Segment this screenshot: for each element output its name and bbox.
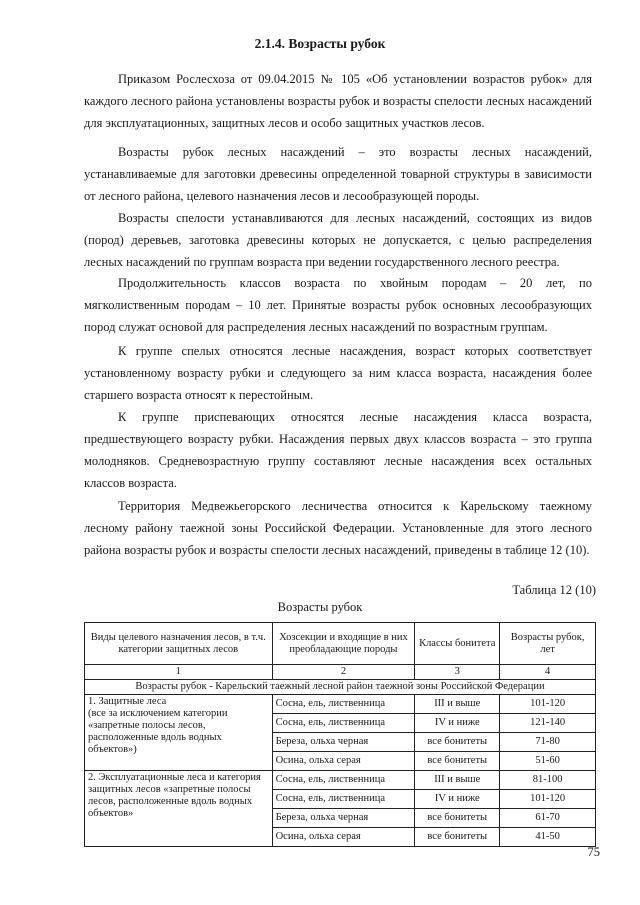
- purpose-cell: 2. Эксплуатационные леса и категория защитных лесов «запретные полосы лесов, расположенные вдоль водных объектов»: [85, 771, 273, 847]
- paragraph-text: К группе приспевающих относятся лесные насаждения класса возраста, предшествующего возрасту рубки. Насаждения первых двух классов возраста – это группа молодняков. Средневозрастную группу составляют лесные насаждения всех остальных классов возраста.: [84, 410, 592, 490]
- paragraph-text: К группе спелых относятся лесные насаждения, возраст которых соответствует установленному возрасту рубки и следующего за ним класса возраста, насаждения более старшего возраста относят к перестойным.: [84, 344, 592, 402]
- species-cell: Осина, ольха серая: [272, 828, 415, 847]
- paragraph: [84, 272, 592, 338]
- region-cell: Возрасты рубок - Карельский таежный лесной район таежной зоны Российской Федерации: [85, 680, 596, 695]
- age-cell: 121-140: [500, 714, 596, 733]
- age-cell: 41-50: [500, 828, 596, 847]
- table-title: Возрасты рубок: [277, 600, 363, 614]
- bonitet-cell: все бонитеты: [415, 809, 500, 828]
- bonitet-cell: IV и ниже: [415, 790, 500, 809]
- paragraph-text: Приказом Рослесхоза от 09.04.2015 № 105 «Об установлении возрастов рубок» для каждого лесного района установлены возрасты рубок и возрасты спелости лесных насаждений для эксплуатационных, защитных лесов и особо защитных участков лесов.: [84, 72, 592, 130]
- species-cell: Осина, ольха серая: [272, 752, 415, 771]
- region-row: [85, 680, 596, 695]
- bonitet-cell: IV и ниже: [415, 714, 500, 733]
- column-number: 4: [500, 665, 596, 680]
- header-cell: Возрасты рубок, лет: [500, 623, 596, 665]
- paragraph-text: Возрасты рубок лесных насаждений – это возрасты лесных насаждений, устанавливаемые для заготовки древесины определенной товарной структуры в зависимости от лесного района, целевого назначения лесов и лесообразующей породы.: [84, 145, 592, 203]
- age-cell: 101-120: [500, 695, 596, 714]
- table-row: [85, 695, 596, 714]
- species-cell: Сосна, ель, лиственница: [272, 790, 415, 809]
- bonitet-cell: III и выше: [415, 771, 500, 790]
- age-cell: 71-80: [500, 733, 596, 752]
- species-cell: Береза, ольха черная: [272, 733, 415, 752]
- table-header-row: [85, 623, 596, 665]
- age-cell: 81-100: [500, 771, 596, 790]
- ages-table: [84, 622, 596, 847]
- paragraph-text: Возрасты спелости устанавливаются для лесных насаждений, состоящих из видов (пород) деревьев, заготовка древесины которых не допускается, с целью распределения лесных насаждений по группам возраста при ведении государственного лесного реестра.: [84, 211, 592, 269]
- header-cell: Хозсекции и входящие в них преобладающие породы: [272, 623, 415, 665]
- page-number: 75: [587, 845, 600, 859]
- paragraph-text: Продолжительность классов возраста по хвойным породам – 20 лет, по мягколиственным породам – 10 лет. Принятые возрасты рубок основных лесообразующих пород служат основой для распределения лесных насаждений по возрастным группам.: [84, 276, 592, 334]
- bonitet-cell: все бонитеты: [415, 733, 500, 752]
- paragraph: [84, 68, 592, 134]
- species-cell: Сосна, ель, лиственница: [272, 714, 415, 733]
- section-heading: 2.1.4. Возрасты рубок: [254, 36, 386, 51]
- column-number: 1: [85, 665, 273, 680]
- paragraph: [84, 495, 592, 561]
- table-caption: Таблица 12 (10): [512, 583, 596, 597]
- paragraph-text: Территория Медвежьегорского лесничества относится к Карельскому таежному лесному району таежной зоны Российской Федерации. Установленные для этого лесного района возрасты рубок и возрасты спелости лесных насаждений, приведены в таблице 12 (10).: [84, 499, 592, 557]
- column-number: 3: [415, 665, 500, 680]
- paragraph: [84, 406, 592, 494]
- column-number: 2: [272, 665, 415, 680]
- paragraph: [84, 340, 592, 406]
- age-cell: 61-70: [500, 809, 596, 828]
- paragraph: [84, 141, 592, 207]
- header-cell: Виды целевого назначения лесов, в т.ч. категории защитных лесов: [85, 623, 273, 665]
- bonitet-cell: III и выше: [415, 695, 500, 714]
- bonitet-cell: все бонитеты: [415, 752, 500, 771]
- table-row: [85, 771, 596, 790]
- paragraph: [84, 207, 592, 273]
- header-cell: Классы бонитета: [415, 623, 500, 665]
- age-cell: 51-60: [500, 752, 596, 771]
- species-cell: Береза, ольха черная: [272, 809, 415, 828]
- column-number-row: [85, 665, 596, 680]
- species-cell: Сосна, ель, лиственница: [272, 695, 415, 714]
- purpose-cell: 1. Защитные леса (все за исключением категории «запретные полосы лесов, расположенные вдоль водных объектов»): [85, 695, 273, 771]
- age-cell: 101-120: [500, 790, 596, 809]
- species-cell: Сосна, ель, лиственница: [272, 771, 415, 790]
- bonitet-cell: все бонитеты: [415, 828, 500, 847]
